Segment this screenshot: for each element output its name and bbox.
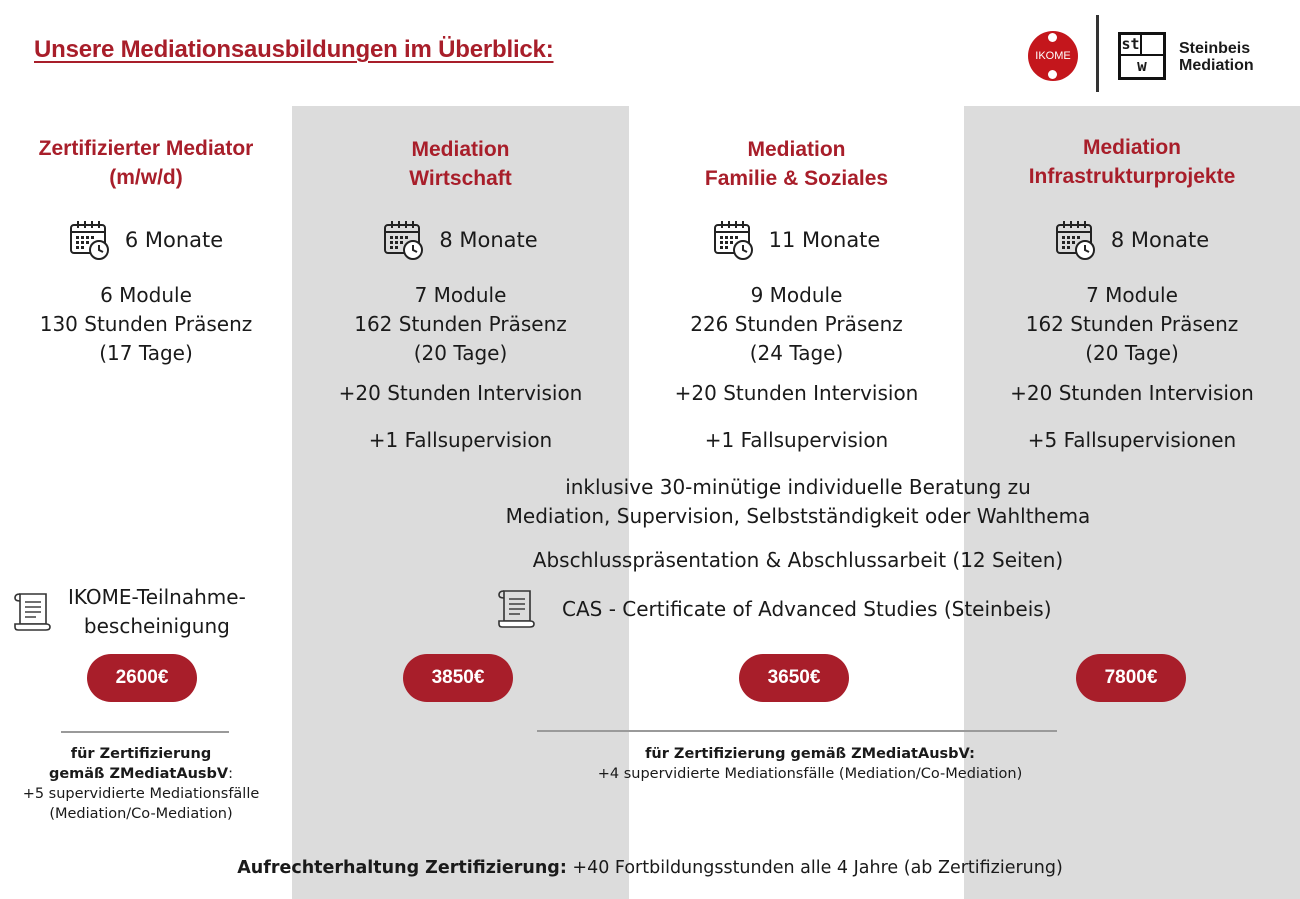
calendar-clock-icon: [1055, 220, 1097, 260]
stw-logo: st w: [1118, 32, 1166, 80]
column-heading: Zertifizierter Mediator (m/w/d): [38, 137, 254, 189]
duration-text: 8 Monate: [1110, 228, 1210, 252]
column-wirtschaft: [292, 0, 629, 470]
supervision-text: +5 Fallsupervisionen: [1027, 428, 1237, 452]
ikome-certificate-row: IKOME-Teilnahme- bescheinigung: [12, 583, 246, 641]
module-info: 7 Module 162 Stunden Präsenz (20 Tage): [1025, 283, 1239, 365]
certification-note-left: für Zertifizierung gemäß ZMediatAusbV: +5 supervidierte Mediationsfälle (Mediation/Co-Mediation): [22, 746, 260, 822]
price-badge-infrastruktur: 7800€: [1076, 654, 1186, 702]
cas-row: [496, 588, 1052, 630]
calendar-clock-icon: [69, 220, 111, 260]
intervision-text: +20 Stunden Intervision: [338, 381, 583, 405]
ikome-logo-text: IKOME: [1035, 50, 1071, 62]
column-heading: Mediation Infrastrukturprojekte: [1028, 136, 1236, 188]
column-familie-soziales: [629, 0, 964, 470]
abschluss-text: Abschlusspräsentation & Abschlussarbeit (12 Seiten): [532, 548, 1064, 572]
column-heading: Mediation Wirtschaft: [409, 138, 512, 190]
duration-text: 8 Monate: [439, 228, 538, 252]
calendar-clock-icon: [383, 220, 425, 260]
scroll-icon: [496, 588, 538, 630]
price-badge-familie-soziales: 3650€: [739, 654, 849, 702]
duration-text: 11 Monate: [768, 228, 881, 252]
supervision-text: +1 Fallsupervision: [368, 428, 553, 452]
intervision-text: +20 Stunden Intervision: [674, 381, 919, 405]
footer-maintenance-note: Aufrechterhaltung Zertifizierung: +40 Fortbildungsstunden alle 4 Jahre (ab Zertifizierung): [237, 858, 1063, 878]
duration-row: [964, 220, 1300, 260]
module-info: 6 Module 130 Stunden Präsenz (17 Tage): [39, 283, 253, 365]
module-info: 7 Module 162 Stunden Präsenz (20 Tage): [354, 283, 567, 365]
duration-row: [0, 220, 292, 260]
intervision-text: +20 Stunden Intervision: [1010, 381, 1254, 405]
price-badge-zertifizierter-mediator: 2600€: [87, 654, 197, 702]
duration-text: 6 Monate: [124, 228, 224, 252]
module-info: 9 Module 226 Stunden Präsenz (24 Tage): [690, 283, 903, 365]
duration-row: [629, 220, 964, 260]
page-title: Unsere Mediationsausbildungen im Überblick:: [34, 36, 554, 63]
certification-note-right: für Zertifizierung gemäß ZMediatAusbV: +4 supervidierte Mediationsfälle (Mediation/Co-Mediation): [597, 746, 1023, 782]
divider-left: [61, 731, 229, 733]
cas-text: CAS - Certificate of Advanced Studies (Steinbeis): [562, 597, 1052, 621]
duration-row: [292, 220, 629, 260]
supervision-text: +1 Fallsupervision: [704, 428, 889, 452]
scroll-icon: [12, 591, 54, 633]
steinbeis-mediation-brand: Steinbeis Mediation: [1179, 40, 1254, 74]
price-badge-wirtschaft: 3850€: [403, 654, 513, 702]
beratung-text: inklusive 30-minütige individuelle Beratung zu Mediation, Supervision, Selbstständigkeit oder Wahlthema: [505, 475, 1091, 528]
calendar-clock-icon: [713, 220, 755, 260]
column-infrastrukturprojekte: [964, 0, 1300, 470]
divider-right: [537, 730, 1057, 732]
column-heading: Mediation Familie & Soziales: [704, 138, 889, 190]
